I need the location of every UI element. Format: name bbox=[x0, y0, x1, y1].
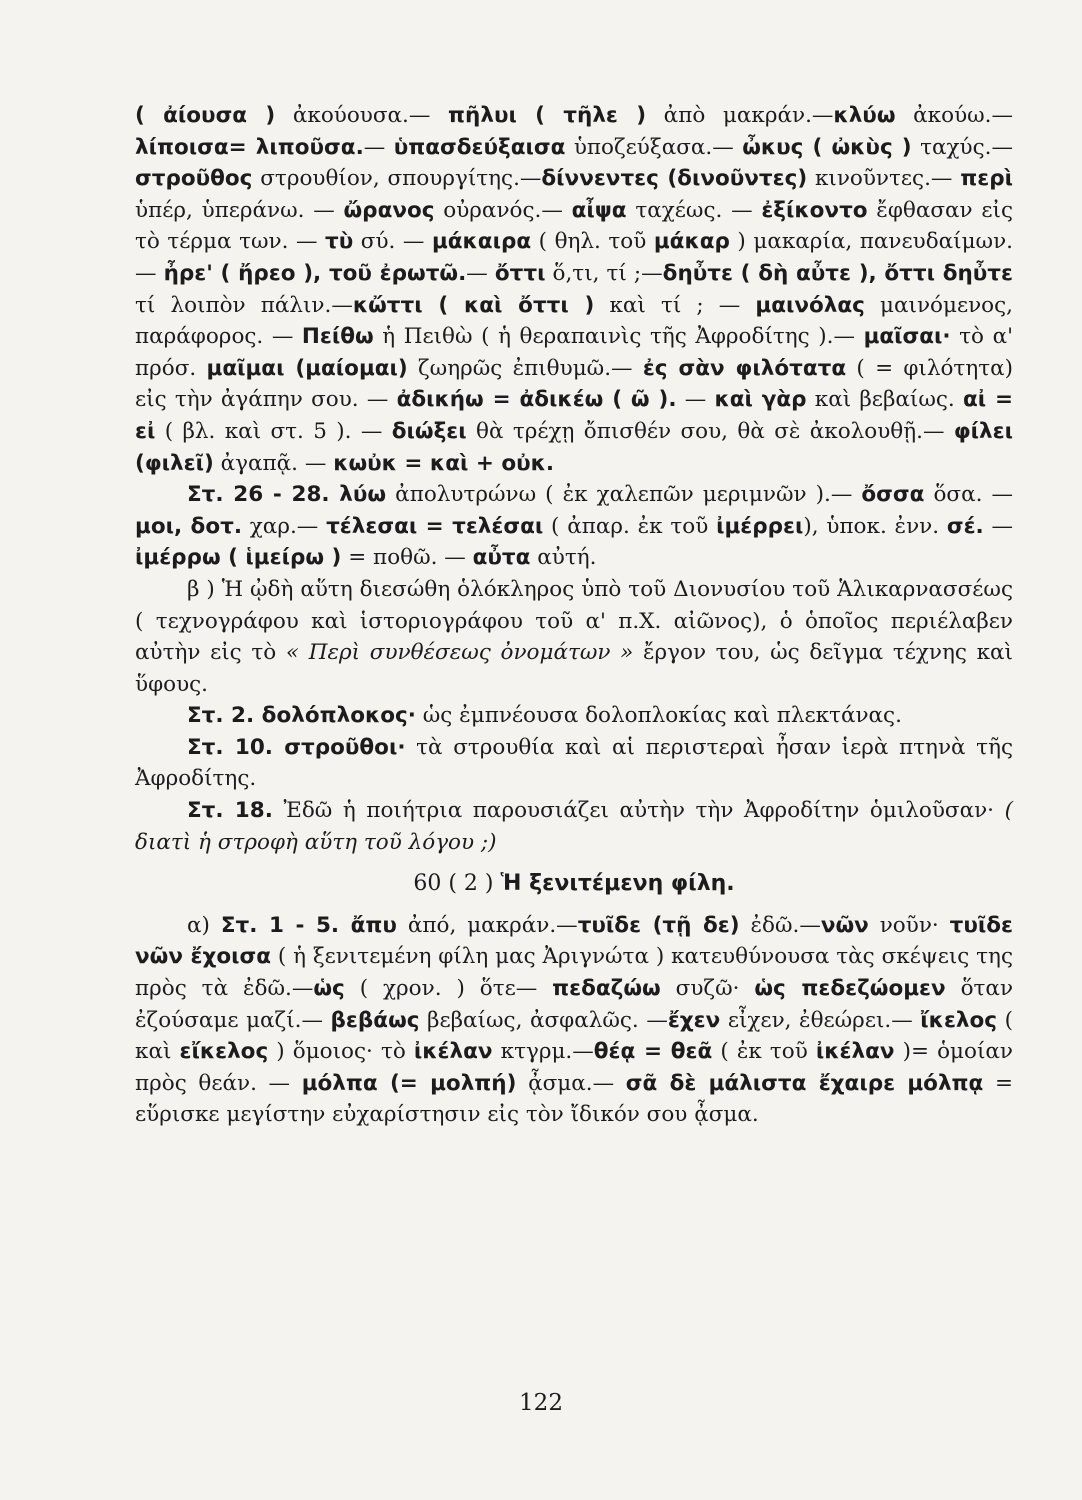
term: ὄττι bbox=[494, 260, 546, 286]
gloss: τὸ α' πρόσ. bbox=[135, 324, 1014, 381]
commentary-paragraph-b bbox=[135, 574, 1013, 700]
term: τὺ bbox=[324, 229, 354, 255]
gloss: ὅ,τι, τί ;— bbox=[545, 260, 663, 286]
gloss: εἶχεν, ἐθεώρει.— bbox=[720, 1007, 921, 1033]
term: ὡς bbox=[313, 976, 345, 1002]
glossary-paragraph-2 bbox=[135, 479, 1013, 574]
term: μοι, δοτ. bbox=[135, 513, 242, 539]
term: καὶ γὰρ bbox=[714, 387, 807, 413]
gloss: ταχέως. — bbox=[626, 197, 762, 223]
gloss: οὐρανός.— bbox=[434, 197, 572, 223]
term: ἴκελος bbox=[920, 1007, 998, 1033]
term: ἰκέλαν bbox=[815, 1039, 895, 1065]
verse-ref: Στ. 10. στροῦθοι· bbox=[187, 734, 406, 760]
section-heading bbox=[135, 868, 1013, 900]
term: ὄσσα bbox=[861, 482, 925, 508]
term: κὤττι ( καὶ ὄττι ) bbox=[352, 292, 595, 318]
gloss: καὶ τί ; — bbox=[594, 292, 756, 318]
gloss: ὑποζεύξασα.— bbox=[565, 134, 743, 160]
section-title: Ἡ ξενιτέμενη φίλη. bbox=[500, 871, 735, 897]
term: ὡς πεδεζώομεν bbox=[754, 976, 946, 1002]
gloss: — bbox=[676, 387, 715, 413]
term: βεβάως bbox=[330, 1007, 420, 1033]
term: ( ἀίουσα ) bbox=[135, 103, 276, 128]
gloss: = εὕρισκε μεγίστην εὐχαρίστησιν εἰς τὸν ἴδικόν σου ᾆσμα. bbox=[135, 1070, 1013, 1128]
gloss: ἀπὸ μακράν.— bbox=[646, 103, 834, 128]
gloss: καὶ βεβαίως. bbox=[806, 387, 963, 413]
gloss: ( ἡ ξενιτεμένη φίλη μας Ἀριγνώτα ) κατευθύνουσα τὰς σκέψεις της πρὸς τὰ ἐδῶ.— bbox=[135, 944, 1013, 1002]
gloss: ᾆσμα.— bbox=[516, 1070, 626, 1096]
verse-note-2 bbox=[135, 700, 1013, 732]
gloss: βεβαίως, ἀσφαλῶς. — bbox=[419, 1007, 668, 1033]
term: αἶψα bbox=[571, 197, 627, 223]
verse-note-18 bbox=[135, 795, 1013, 858]
term: μαῖμαι (μαίομαι) bbox=[206, 355, 408, 381]
term: ἐς σὰν φιλότατα bbox=[642, 355, 847, 381]
term: φίλει (φιλεῖ) bbox=[135, 418, 1013, 476]
gloss: — bbox=[466, 260, 495, 286]
gloss: — bbox=[363, 134, 394, 160]
term: ὦκυς ( ὠκὺς ) bbox=[742, 134, 912, 160]
term: τέλεσαι = τελέσαι bbox=[326, 513, 544, 539]
gloss: κτγρμ.— bbox=[492, 1039, 594, 1065]
verse-ref: Στ. 18. bbox=[187, 798, 273, 824]
term: ἀδικήω = ἀδικέω ( ῶ ). bbox=[396, 387, 677, 413]
gloss: )= ὁμοίαν πρὸς θεάν. — bbox=[135, 1039, 1013, 1096]
term: περὶ bbox=[960, 166, 1013, 192]
term: τυῖδε νῶν ἔχοισα bbox=[135, 912, 1013, 970]
term: νῶν bbox=[820, 912, 869, 938]
term: σέ. bbox=[946, 513, 984, 539]
glossary-paragraph-1 bbox=[135, 100, 1013, 479]
gloss: ἐδῶ.— bbox=[739, 912, 821, 938]
gloss: αὐτή. bbox=[530, 545, 597, 571]
term: διώξει bbox=[391, 418, 467, 444]
gloss: ζωηρῶς ἐπιθυμῶ.— bbox=[407, 355, 643, 381]
gloss: ἀκούω.— bbox=[895, 103, 1014, 128]
item-label: α) bbox=[187, 912, 221, 938]
gloss: ( = φιλότητα) εἰς τὴν ἀγάπην σου. — bbox=[135, 355, 1013, 413]
gloss: ὅσα. — bbox=[924, 482, 1013, 508]
page-number: 122 bbox=[519, 1390, 563, 1416]
gloss: στρουθίον, σπουργίτης.— bbox=[252, 166, 542, 192]
commentary-text: β ) Ἡ ᾠδὴ αὕτη διεσώθη ὁλόκληρος ὑπὸ τοῦ Διονυσίου τοῦ Ἁλικαρνασσέως ( τεχνογράφου καὶ ἱστοριογράφου τοῦ α' π.Χ. αἰῶνος), ὁ ὁποῖος περιέλαβεν αὐτὴν εἰς τὸ bbox=[135, 576, 1013, 666]
gloss: ( ἀπαρ. ἐκ τοῦ bbox=[543, 513, 717, 539]
gloss: ( ἐκ τοῦ bbox=[712, 1039, 816, 1065]
gloss: χαρ.— bbox=[242, 513, 327, 539]
gloss: ὑπέρ, ὑπεράνω. — bbox=[135, 197, 344, 223]
term: θέᾳ = θεᾶ bbox=[593, 1039, 713, 1065]
term: δίννεντες (δινοῦντες) bbox=[541, 166, 808, 192]
verse-note-text: ὡς ἐμπνέουσα δολοπλοκίας καὶ πλεκτάνας. bbox=[415, 703, 902, 729]
term: εἴκελος bbox=[179, 1039, 269, 1065]
gloss: ἀπολυτρώνω ( ἐκ χαλεπῶν μεριμνῶν ).— bbox=[386, 482, 862, 508]
gloss: = ποθῶ. — bbox=[341, 545, 473, 571]
term: αὖτα bbox=[472, 545, 531, 571]
term: ἰμέρρει bbox=[716, 513, 804, 539]
gloss: ἀπό, μακράν.— bbox=[396, 912, 578, 938]
term: στροῦθος bbox=[135, 166, 253, 192]
gloss: τί λοιπὸν πάλιν.— bbox=[135, 292, 353, 318]
gloss: ὅταν ἐζούσαμε μαζί.— bbox=[135, 976, 1014, 1033]
glossary-paragraph-3 bbox=[135, 910, 1013, 1131]
gloss: συζῶ· bbox=[660, 976, 755, 1002]
gloss: ( χρον. ) ὅτε— bbox=[344, 976, 553, 1002]
term: τυῖδε (τῇ δε) bbox=[577, 912, 740, 938]
term: Πείθω bbox=[301, 324, 374, 350]
gloss: ), ὑποκ. ἐνν. bbox=[803, 513, 947, 539]
gloss: ( καὶ bbox=[135, 1007, 1013, 1065]
term: κωὐκ = καὶ + οὐκ. bbox=[333, 450, 555, 476]
gloss: ταχύς.— bbox=[911, 134, 1013, 160]
gloss: — bbox=[983, 513, 1014, 539]
gloss: ἀκούουσα.— bbox=[275, 103, 449, 128]
section-number: 60 ( 2 ) bbox=[413, 871, 494, 897]
term: σᾶ δὲ μάλιστα ἔχαιρε μόλπᾳ bbox=[625, 1070, 984, 1096]
term: ὤρανος bbox=[343, 197, 435, 223]
gloss: κινοῦντες.— bbox=[807, 166, 961, 192]
gloss: ( θηλ. τοῦ bbox=[531, 229, 654, 255]
work-title: « Περὶ συνθέσεως ὀνομάτων » bbox=[285, 640, 634, 666]
verse-note-text: Ἐδῶ ἡ ποιήτρια παρουσιάζει αὐτὴν τὴν Ἀφροδίτην ὁμιλοῦσαν· bbox=[272, 798, 1005, 824]
gloss: ἡ Πειθὼ ( ἡ θεραπαινὶς τῆς Ἀφροδίτης ).— bbox=[373, 324, 864, 350]
gloss: ) ὅμοιος· τὸ bbox=[268, 1039, 414, 1065]
gloss: θὰ τρέχῃ ὄπισθέν σου, θὰ σὲ ἀκολουθῇ.— bbox=[466, 418, 954, 444]
verse-note-question: ( διατὶ ἡ στροφὴ αὕτη τοῦ λόγου ;) bbox=[135, 798, 1013, 855]
term: λίποισα= λιποῦσα. bbox=[135, 134, 364, 160]
term: κλύω bbox=[833, 103, 896, 128]
term: πῆλυι ( τῆλε ) bbox=[448, 103, 647, 128]
term: ἐξίκοντο bbox=[761, 197, 868, 223]
term: ἔχεν bbox=[667, 1007, 721, 1033]
term: πεδαζώω bbox=[552, 976, 661, 1002]
verse-note-text: τὰ στρουθία καὶ αἱ περιστεραὶ ἦσαν ἱερὰ πτηνὰ τῆς Ἀφροδίτης. bbox=[135, 734, 1013, 792]
term: ἰκέλαν bbox=[413, 1039, 493, 1065]
term: αἰ = εἰ bbox=[135, 387, 1014, 444]
term: μάκαρ bbox=[653, 229, 730, 255]
gloss: ἔφθασαν εἰς τὸ τέρμα των. — bbox=[135, 197, 1013, 255]
term: μαῖσαι· bbox=[863, 324, 951, 350]
term: μάκαιρα bbox=[431, 229, 532, 255]
gloss: μαινόμενος, παράφορος. — bbox=[135, 292, 1013, 350]
verse-note-10 bbox=[135, 732, 1013, 795]
term: ὑπασδεύξαισα bbox=[393, 134, 566, 160]
term: Στ. 1 - 5. ἄπυ bbox=[220, 912, 397, 938]
term: μαινόλας bbox=[755, 292, 865, 318]
gloss: νοῦν· bbox=[868, 912, 950, 938]
commentary-text: ἔργον του, ὡς δεῖγμα τέχνης καὶ ὕφους. bbox=[135, 640, 1013, 697]
term: μόλπα (= μολπή) bbox=[301, 1070, 517, 1096]
term: ἰμέρρω ( ἱμείρω ) bbox=[135, 545, 342, 571]
gloss: ἀγαπᾷ. — bbox=[213, 450, 334, 476]
term: ἦρε' ( ἤρεο ), τοῦ ἐρωτῶ. bbox=[163, 260, 467, 286]
gloss: ) μακαρία, πανευδαίμων. — bbox=[135, 229, 1013, 286]
gloss: ( βλ. καὶ στ. 5 ). — bbox=[155, 418, 392, 444]
term: Στ. 26 - 28. λύω bbox=[187, 482, 387, 508]
page-body bbox=[135, 100, 1013, 1131]
gloss: σύ. — bbox=[353, 229, 432, 255]
term: δηὖτε ( δὴ αὖτε ), ὄττι δηὖτε bbox=[662, 260, 1013, 286]
verse-ref: Στ. 2. δολόπλοκος· bbox=[187, 703, 416, 729]
